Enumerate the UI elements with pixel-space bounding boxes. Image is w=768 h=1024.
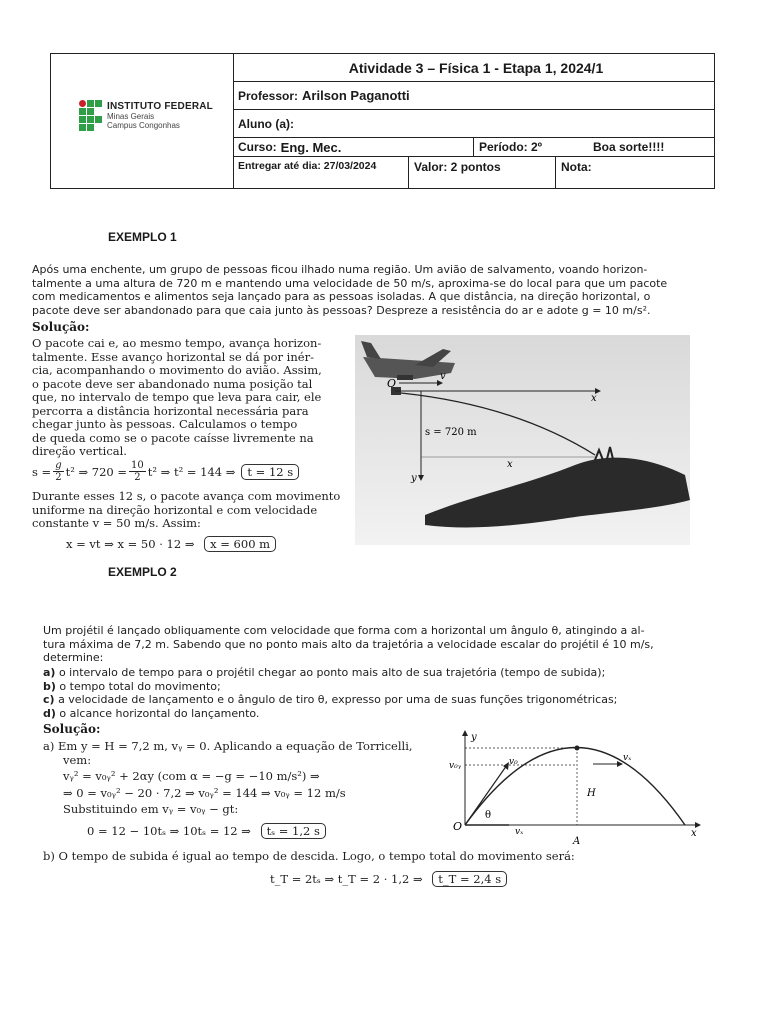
frac-den: 2 [134,472,141,483]
institution-logo [79,100,213,131]
solution-line: direção vertical. [32,444,127,458]
aluno-label: Aluno (a): [238,116,294,131]
solution-b-line1: b) O tempo de subida é igual ao tempo de descida. Logo, o tempo total do movimento será: [43,849,575,863]
example1-solution-label: Solução: [32,320,90,334]
theta-label: θ [485,810,492,821]
curso-label: Curso: [238,140,277,154]
vx-top-label: vₓ [623,753,632,763]
solution-line: que, no intervalo de tempo que leva para cair, ele [32,390,322,404]
professor-name: Arilson Paganotti [302,88,410,103]
x-axis-label: x [591,393,597,404]
question-item: d) o alcance horizontal do lançamento. [43,706,260,720]
height-label: s = 720 m [425,427,477,438]
header-table [50,53,715,189]
if-logo-icon [79,100,102,131]
height-label: H [587,788,596,799]
result-box-distance: x = 600 m [204,536,276,552]
solution-line: uniforme na direção horizontal e com velocidade [32,502,318,517]
solution-a-line2: vem: [63,753,92,767]
example1-solution-text2 [32,490,362,531]
vx-label: vₓ [515,827,524,837]
example1-statement [32,263,737,317]
projectile-figure [445,730,705,848]
due-date: Entregar até dia: 27/03/2024 [238,160,377,172]
result-box-rise-time: tₛ = 1,2 s [261,823,326,839]
example1-heading: EXEMPLO 1 [108,230,177,244]
example2-statement [43,624,743,665]
solution-a-line5: Substituindo em vᵧ = v₀ᵧ − gt: [63,802,239,816]
equation-distance [66,537,276,551]
statement-line: Após uma enchente, um grupo de pessoas ficou ilhado numa região. Um avião de salvamento, voando horizon- [32,263,648,276]
logo-cell [51,54,234,188]
solution-line: cia, acompanhando o movimento do avião. Assim, [32,363,322,377]
x-axis-label: x [691,828,697,839]
frac-num: 10 [131,460,144,471]
solution-line: percorra a distância horizontal necessária para [32,403,309,418]
statement-line: determine: [43,651,104,665]
eq-part: t² ⇒ t² = 144 ⇒ [147,464,236,479]
equation-fall-time [32,460,299,483]
origin-label: O [387,377,397,390]
statement-line: com medicamentos e alimentos seja lançado para as pessoas isoladas. A que distância, na direção horizontal, o [32,290,651,304]
curso-value: Eng. Mec. [280,139,342,155]
professor-label: Professor: [238,88,299,103]
parabola-curve [465,748,685,826]
solution-line: talmente. Esse avanço horizontal se dá por inér- [32,349,314,364]
frac-num: g [55,460,62,471]
question-item: c) a velocidade de lançamento e o ângulo de tiro θ, expresso por uma de suas funções trigonométricas; [43,693,618,707]
logo-line2: Minas Gerais [107,112,155,121]
question-item: b) o tempo total do movimento; [43,679,221,693]
result-box-total-time: t_T = 2,4 s [432,871,507,887]
nota: Nota: [555,157,714,188]
frac-den: 2 [55,472,62,483]
solution-line: constante v = 50 m/s. Assim: [32,516,201,530]
logo-line3: Campus Congonhas [107,121,180,130]
eq-part: x = vt ⇒ x = 50 · 12 ⇒ [66,537,195,551]
solution-a-line4: ⇒ 0 = v₀ᵧ² − 20 · 7,2 ⇒ v₀ᵧ² = 144 ⇒ v₀ᵧ = 12 m/s [63,786,346,800]
statement-line: tura máxima de 7,2 m. Sabendo que no ponto mais alto da trajetória a velocidade escalar do projétil é 10 m/s, [43,637,654,651]
eq-part: 0 = 12 − 10tₛ ⇒ 10tₛ = 12 ⇒ [87,824,251,838]
solution-line: chegar junto às pessoas. Calculamos o tempo [32,417,298,431]
example2-items [43,666,743,720]
solution-a-line6 [87,824,326,838]
v0-label: v₀ [509,757,518,767]
solution-a-line1: a) Em y = H = 7,2 m, vᵧ = 0. Aplicando a equação de Torricelli, [43,739,413,753]
distance-label: x [507,459,513,470]
eq-part: t_T = 2tₛ ⇒ t_T = 2 · 1,2 ⇒ [270,872,423,886]
solution-a-line3: vᵧ² = v₀ᵧ² + 2αy (com α = −g = −10 m/s²) ⇒ [63,769,320,783]
eq-part: t² ⇒ 720 = [65,464,128,479]
statement-line: pacote deve ser abandonado para que caia junto às pessoas? Despreze a resistência do ar e adote g = 10 m/s². [32,303,651,317]
example1-solution-text [32,337,352,459]
solution-line: de queda como se o pacote caísse livremente na [32,430,314,445]
question-item: a) o intervalo de tempo para o projétil chegar ao ponto mais alto de sua trajetória (tempo de subida); [43,666,606,679]
v0y-label: v₀ᵧ [449,761,462,771]
statement-line: Um projétil é lançado obliquamente com velocidade que forma com a horizontal um ângulo θ, atingindo a al- [43,624,645,637]
solution-line: Durante esses 12 s, o pacote avança com movimento [32,489,341,503]
example2-heading: EXEMPLO 2 [108,565,177,579]
airplane-drop-figure [355,335,690,545]
solution-b-line2 [270,872,507,886]
y-axis-label: y [471,732,477,743]
range-label: A [573,836,581,847]
y-axis-label: y [411,473,417,484]
origin-label: O [453,820,463,833]
boa-sorte: Boa sorte!!!! [593,140,665,154]
result-box-time: t = 12 s [241,464,299,480]
activity-title: Atividade 3 – Física 1 - Etapa 1, 2024/1 [348,59,604,76]
logo-line1: INSTITUTO FEDERAL [107,101,213,112]
example2-solution-label: Solução: [43,722,101,736]
eq-part: s = [32,464,52,479]
solution-line: o pacote deve ser abandonado numa posição tal [32,376,313,391]
statement-line: talmente a uma altura de 720 m e mantendo uma velocidade de 50 m/s, aproxima-se do local para que um pacote [32,276,668,290]
valor: Valor: 2 pontos [408,157,555,188]
solution-line: O pacote cai e, ao mesmo tempo, avança horizon- [32,336,322,350]
velocity-label: v [440,371,446,382]
periodo-label: Período: 2º [473,138,583,156]
